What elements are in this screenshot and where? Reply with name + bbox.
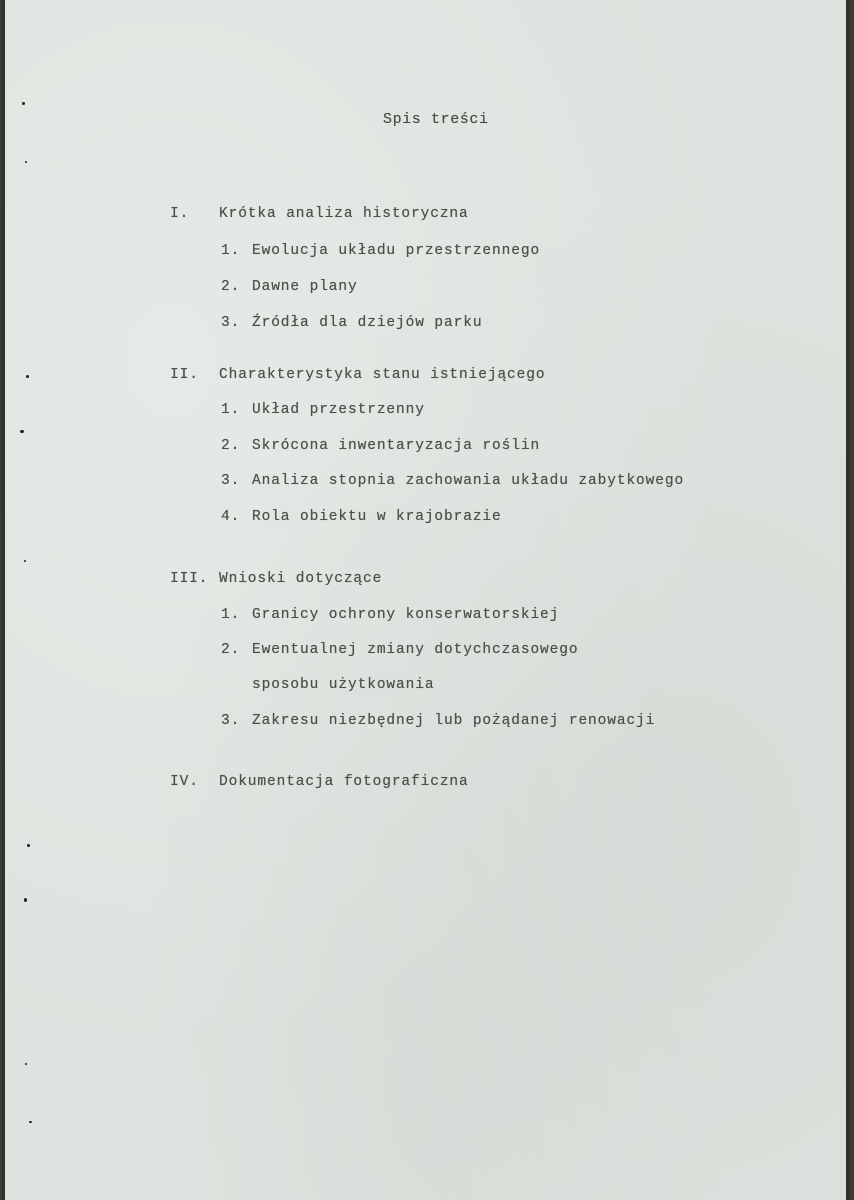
item-text: Granicy ochrony konserwatorskiej [252, 607, 560, 623]
document-page [2, 0, 850, 1200]
section-heading: Dokumentacja fotograficzna [219, 774, 469, 790]
scan-edge-right [846, 0, 850, 1200]
item-number: 1. [221, 243, 241, 259]
item-number: 3. [221, 713, 241, 729]
item-text: Zakresu niezbędnej lub pożądanej renowacji [252, 713, 656, 729]
item-text-continuation: sposobu użytkowania [252, 677, 435, 693]
margin-dot [25, 161, 27, 163]
section-numeral: II. [170, 367, 199, 383]
margin-dot [22, 102, 25, 105]
item-text: Układ przestrzenny [252, 402, 425, 418]
item-text: Rola obiektu w krajobrazie [252, 509, 502, 525]
item-text: Analiza stopnia zachowania układu zabytkowego [252, 473, 685, 489]
section-heading: Krótka analiza historyczna [219, 206, 469, 222]
section-numeral: III. [170, 571, 209, 587]
item-number: 3. [221, 473, 241, 489]
scan-edge-left [2, 0, 5, 1200]
section-heading: Wnioski dotyczące [219, 571, 383, 587]
margin-dot [29, 1121, 32, 1123]
margin-dot [20, 430, 24, 433]
item-number: 2. [221, 438, 241, 454]
margin-dot [24, 560, 26, 562]
section-heading: Charakterystyka stanu istniejącego [219, 367, 546, 383]
item-text: Skrócona inwentaryzacja roślin [252, 438, 541, 454]
item-text: Dawne plany [252, 279, 358, 295]
item-text: Ewolucja układu przestrzennego [252, 243, 541, 259]
item-number: 2. [221, 642, 241, 658]
item-number: 1. [221, 402, 241, 418]
margin-dot [27, 844, 30, 847]
item-text: Ewentualnej zmiany dotychczasowego [252, 642, 579, 658]
item-text: Źródła dla dziejów parku [252, 315, 483, 331]
section-numeral: I. [170, 206, 190, 222]
section-numeral: IV. [170, 774, 199, 790]
item-number: 2. [221, 279, 241, 295]
margin-dot [25, 1063, 27, 1065]
margin-dot [26, 375, 29, 378]
page-title: Spis treści [383, 111, 489, 128]
item-number: 4. [221, 509, 241, 525]
item-number: 1. [221, 607, 241, 623]
margin-dot [24, 898, 27, 902]
item-number: 3. [221, 315, 241, 331]
